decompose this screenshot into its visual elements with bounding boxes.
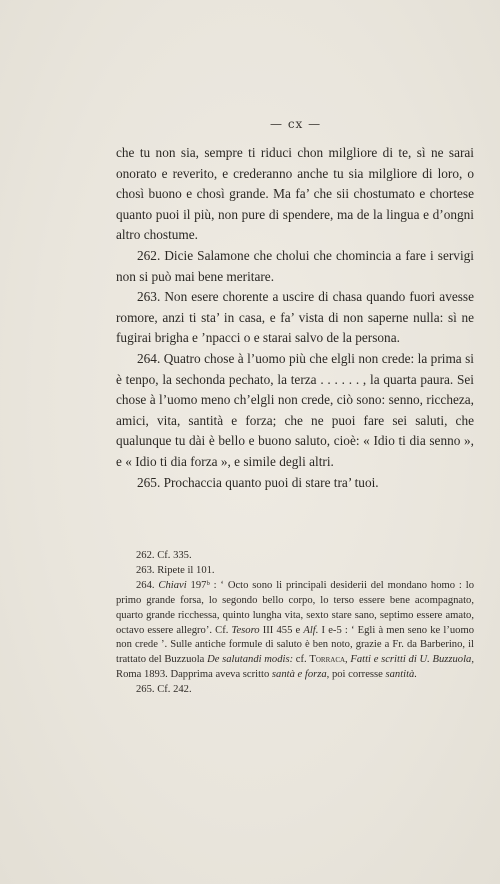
ref-de-salutandi: De salutandi modis: — [207, 654, 294, 666]
word-santita: santità. — [385, 669, 417, 681]
phrase-santa-forza: santà e forza, — [271, 669, 330, 681]
ref-chiavi: Chiavi — [158, 579, 187, 591]
main-text — [116, 143, 474, 493]
ref-tesoro: Tesoro — [231, 624, 260, 636]
footnotes — [116, 549, 474, 698]
note-264: 264. Chiavi 197ᵇ : ‘ Octo sono li principali desiderii del mondano homo : lo primo grande forsa, lo segondo bello corpo, lo terso essere bene acompagnato, quarto grande ricchessa, quinto lungha vita, sexto stare sano, septimo essere amato, octavo essere allegro’. Cf. Tesoro III 455 e Alf. I e-5 : ‘ Egli à men seno ke l’uomo non crede ’. Sulle antiche formule di saluto è ben noto, grazie a Fr. da Barberino, il trattato del Buzzuola De salutandi modis: cf. Torraca, Fatti e scritti di U. Buzzuola, Roma 1893. Dapprima aveva scritto santà e forza, poi corresse santità. — [116, 579, 474, 681]
note-262: 262. Cf. 335. — [136, 550, 192, 561]
note-263: 263. Ripete il 101. — [136, 564, 215, 576]
paragraph-265: 265. Prochaccia quanto puoi di stare tra’ tuoi. — [137, 474, 379, 490]
paragraph-263: 263. Non esere chorente a uscire di chasa quando fuori avesse romore, anzi ti sta’ in casa, e fa’ vista di non saperne nulla: sì ne fugirai brigha e ’npacci o e starai salvo de la persona. — [116, 289, 474, 346]
page-number: — cx — — [270, 117, 322, 131]
paragraph-continuation: che tu non sia, sempre ti riduci chon milgliore di te, sì ne sarai onorato e reverito, e crederanno anche tu sia milgliore di loro, o chosì buono e chosì grande. Ma fa’ che sii chostumato e chortese quanto puoi il più, non pure di spendere, ma de la lingua e d’ongni altro chostume. — [116, 145, 474, 243]
paragraph-262: 262. Dicie Salamone che cholui che chomincia a fare i servigi non si può mai bene meritare. — [116, 247, 474, 284]
paragraph-264: 264. Quatro chose à l’uomo più che elgli non crede: la prima si è tenpo, la sechonda pechato, la terza . . . . . . , la quarta paura. Sei chose à l’uomo meno ch’elgli non crede, ciò sono: senno, riccheza, amici, vita, santità e forza; che ne puoi fare sei saluti, che qualunque tu dài è bello e buono saluto, cioè: « Idio ti dia senno », e « Idio ti dia forza », e simile degli altri. — [116, 350, 474, 469]
ref-alf: Alf. — [303, 624, 319, 636]
author-torraca: Torraca, — [309, 654, 348, 666]
note-265: 265. Cf. 242. — [136, 684, 192, 696]
ref-fatti: Fatti e scritti di U. Buzzuola, — [350, 654, 474, 666]
